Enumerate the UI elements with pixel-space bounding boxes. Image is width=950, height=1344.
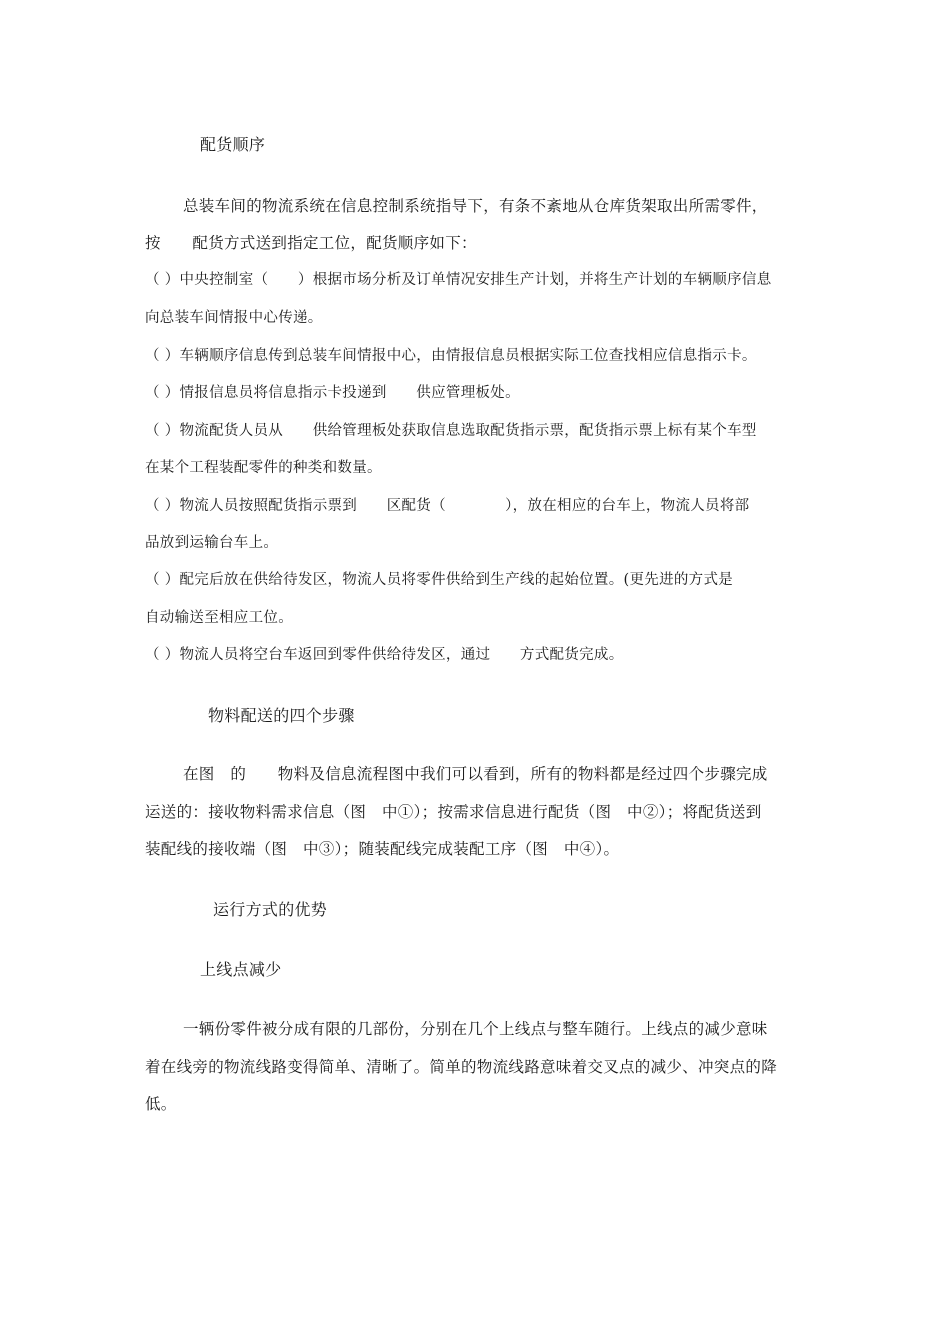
advantage-line-2: 着在线旁的物流线路变得简单、清晰了。简单的物流线路意味着交叉点的减少、冲突点的降 bbox=[145, 1058, 778, 1076]
section-heading-four-steps: 物料配送的四个步骤 bbox=[208, 706, 355, 725]
four-steps-line-3: 装配线的接收端（图 中③）；随装配线完成装配工序（图 中④）。 bbox=[145, 840, 620, 858]
advantage-line-3: 低。 bbox=[145, 1095, 177, 1113]
intro-line-2: 按 配货方式送到指定工位，配货顺序如下： bbox=[145, 234, 477, 252]
step-line-8: 品放到运输台车上。 bbox=[145, 535, 279, 551]
four-steps-line-1: 在图 的 物料及信息流程图中我们可以看到，所有的物料都是经过四个步骤完成 bbox=[183, 765, 768, 783]
advantage-line-1: 一辆份零件被分成有限的几部份，分别在几个上线点与整车随行。上线点的减少意味 bbox=[183, 1020, 768, 1038]
step-line-9: （ ）配完后放在供给待发区，物流人员将零件供给到生产线的起始位置。(更先进的方式是 bbox=[145, 572, 734, 588]
step-line-10: 自动输送至相应工位。 bbox=[145, 610, 293, 626]
step-line-1: （ ）中央控制室（ ）根据市场分析及订单情况安排生产计划，并将生产计划的车辆顺序信息 bbox=[145, 272, 772, 288]
step-line-6: 在某个工程装配零件的种类和数量。 bbox=[145, 460, 382, 476]
step-line-11: （ ）物流人员将空台车返回到零件供给待发区，通过 方式配货完成。 bbox=[145, 647, 624, 663]
step-line-3: （ ）车辆顺序信息传到总装车间情报中心，由情报信息员根据实际工位查找相应信息指示卡。 bbox=[145, 348, 757, 364]
intro-line-1: 总装车间的物流系统在信息控制系统指导下，有条不紊地从仓库货架取出所需零件， bbox=[183, 197, 768, 215]
step-line-7: （ ）物流人员按照配货指示票到 区配货（ ），放在相应的台车上，物流人员将部 bbox=[145, 498, 750, 514]
step-line-4: （ ）情报信息员将信息指示卡投递到 供应管理板处。 bbox=[145, 385, 520, 401]
four-steps-line-2: 运送的：接收物料需求信息（图 中①）；按需求信息进行配货（图 中②）；将配货送到 bbox=[145, 803, 762, 821]
subsection-heading-fewer-points: 上线点减少 bbox=[200, 960, 282, 979]
section-heading-distribution-order: 配货顺序 bbox=[200, 135, 266, 154]
step-line-2: 向总装车间情报中心传递。 bbox=[145, 310, 323, 326]
step-line-5: （ ）物流配货人员从 供给管理板处获取信息选取配货指示票，配货指示票上标有某个车型 bbox=[145, 423, 757, 439]
section-heading-advantages: 运行方式的优势 bbox=[213, 900, 328, 919]
